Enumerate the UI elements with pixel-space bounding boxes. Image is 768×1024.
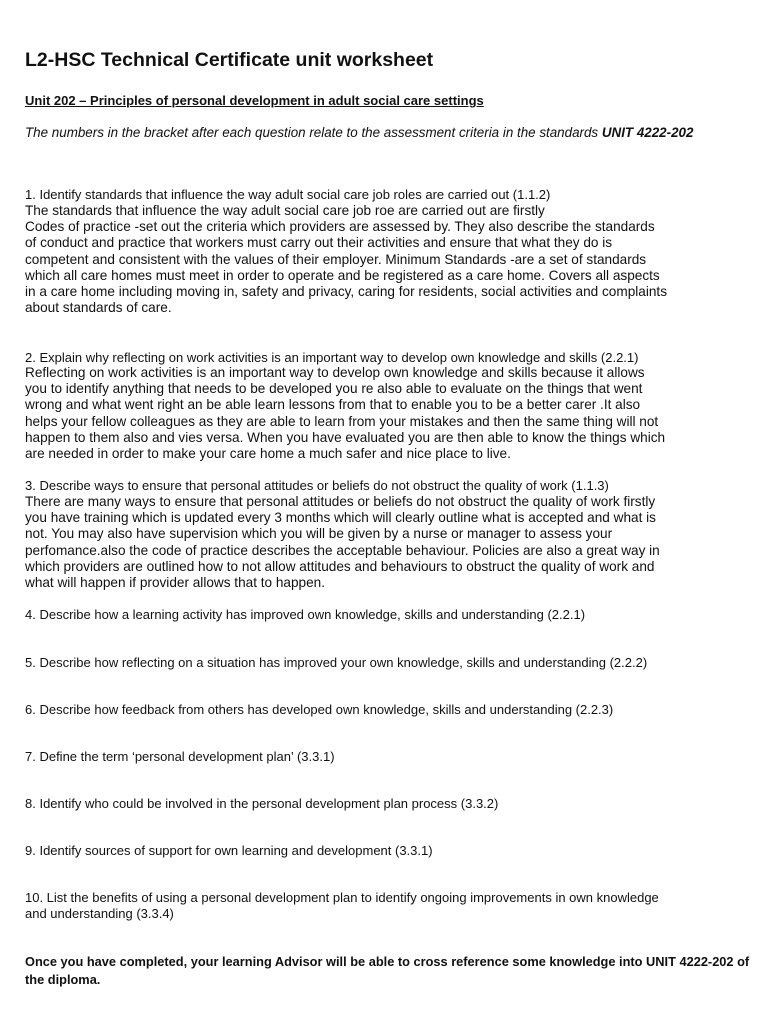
- footer-note: Once you have completed, your learning Advisor will be able to cross reference some knowledge into UNIT 4222-202 of the diploma.: [25, 954, 750, 987]
- answer-line: about standards of care.: [25, 300, 172, 316]
- answer-line: which all care homes must meet in order to operate and be registered as a care home. Covers all aspects: [25, 267, 660, 283]
- answer-2: [25, 365, 761, 462]
- answer-line: The standards that influence the way adult social care job roe are carried out are firstly: [25, 203, 545, 218]
- answer-line: Codes of practice -set out the criteria which providers are assessed by. They also describe the standards: [25, 219, 655, 235]
- page-title: L2-HSC Technical Certificate unit worksheet: [25, 49, 434, 71]
- answer-1: [25, 203, 761, 316]
- question-9: 9. Identify sources of support for own learning and development (3.3.1): [25, 843, 433, 858]
- question-10-continued: and understanding (3.3.4): [25, 906, 174, 921]
- question-4: 4. Describe how a learning activity has improved own knowledge, skills and understanding (2.2.1): [25, 607, 586, 622]
- intro-text: The numbers in the bracket after each question relate to the assessment criteria in the standards: [25, 125, 602, 140]
- question-5: 5. Describe how reflecting on a situation has improved your own knowledge, skills and understanding (2.2.2): [25, 655, 648, 670]
- question-7: 7. Define the term ‘personal development plan’ (3.3.1): [25, 749, 335, 764]
- intro-unit-code: UNIT 4222-202: [601, 125, 694, 140]
- answer-line: helps your fellow colleagues as they are able to learn from your mistakes and then the same thing will not: [25, 413, 659, 429]
- question-3: 3. Describe ways to ensure that personal attitudes or beliefs do not obstruct the quality of work (1.1.3): [25, 478, 609, 493]
- answer-line: wrong and what went right an be able learn lessons from that to enable you to be a better carer .It also: [25, 397, 641, 413]
- question-6: 6. Describe how feedback from others has developed own knowledge, skills and understanding (2.2.3): [25, 702, 614, 717]
- question-10: 10. List the benefits of using a personal development plan to identify ongoing improvements in own knowledge: [25, 890, 659, 905]
- question-1: 1. Identify standards that influence the way adult social care job roles are carried out (1.1.2): [25, 187, 551, 202]
- answer-line: happen to them also and vies versa. When you have evaluated you are then able to know the things which: [25, 429, 666, 445]
- intro-note: [25, 125, 753, 141]
- question-8: 8. Identify who could be involved in the personal development plan process (3.3.2): [25, 796, 499, 811]
- answer-line: of conduct and practice that workers must carry out their activities and ensure that what they do is: [25, 235, 613, 251]
- answer-line: perfomance.also the code of practice describes the acceptable behaviour. Policies are also a great way in: [25, 542, 660, 558]
- unit-heading: Unit 202 – Principles of personal development in adult social care settings: [25, 93, 484, 108]
- answer-line: competent and consistent with the values of their employer. Minimum Standards -are a set of standards: [25, 251, 647, 267]
- answer-line: you have training which is updated every 3 months which will clearly outline what is accepted and what is: [25, 510, 656, 526]
- answer-line: what will happen if provider allows that to happen.: [25, 575, 325, 591]
- answer-line: not. You may also have supervision which you will be given by a nurse or manager to assess your: [25, 526, 613, 542]
- answer-line: Reflecting on work activities is an important way to develop own knowledge and skills because it allows: [25, 365, 645, 380]
- answer-line: which providers are outlined how to not allow attitudes and behaviours to obstruct the quality of work and: [25, 558, 655, 574]
- answer-line: There are many ways to ensure that personal attitudes or beliefs do not obstruct the quality of work firstly: [25, 494, 656, 509]
- answer-line: are needed in order to make your care home a much safer and nice place to live.: [25, 446, 511, 462]
- answer-line: in a care home including moving in, safety and privacy, caring for residents, social activities and complaints: [25, 284, 667, 300]
- answer-line: you to identify anything that needs to be developed you re also able to evaluate on the things that went: [25, 381, 643, 397]
- answer-3: [25, 494, 761, 591]
- question-2: 2. Explain why reflecting on work activities is an important way to develop own knowledge and skills (2.2.1): [25, 350, 639, 365]
